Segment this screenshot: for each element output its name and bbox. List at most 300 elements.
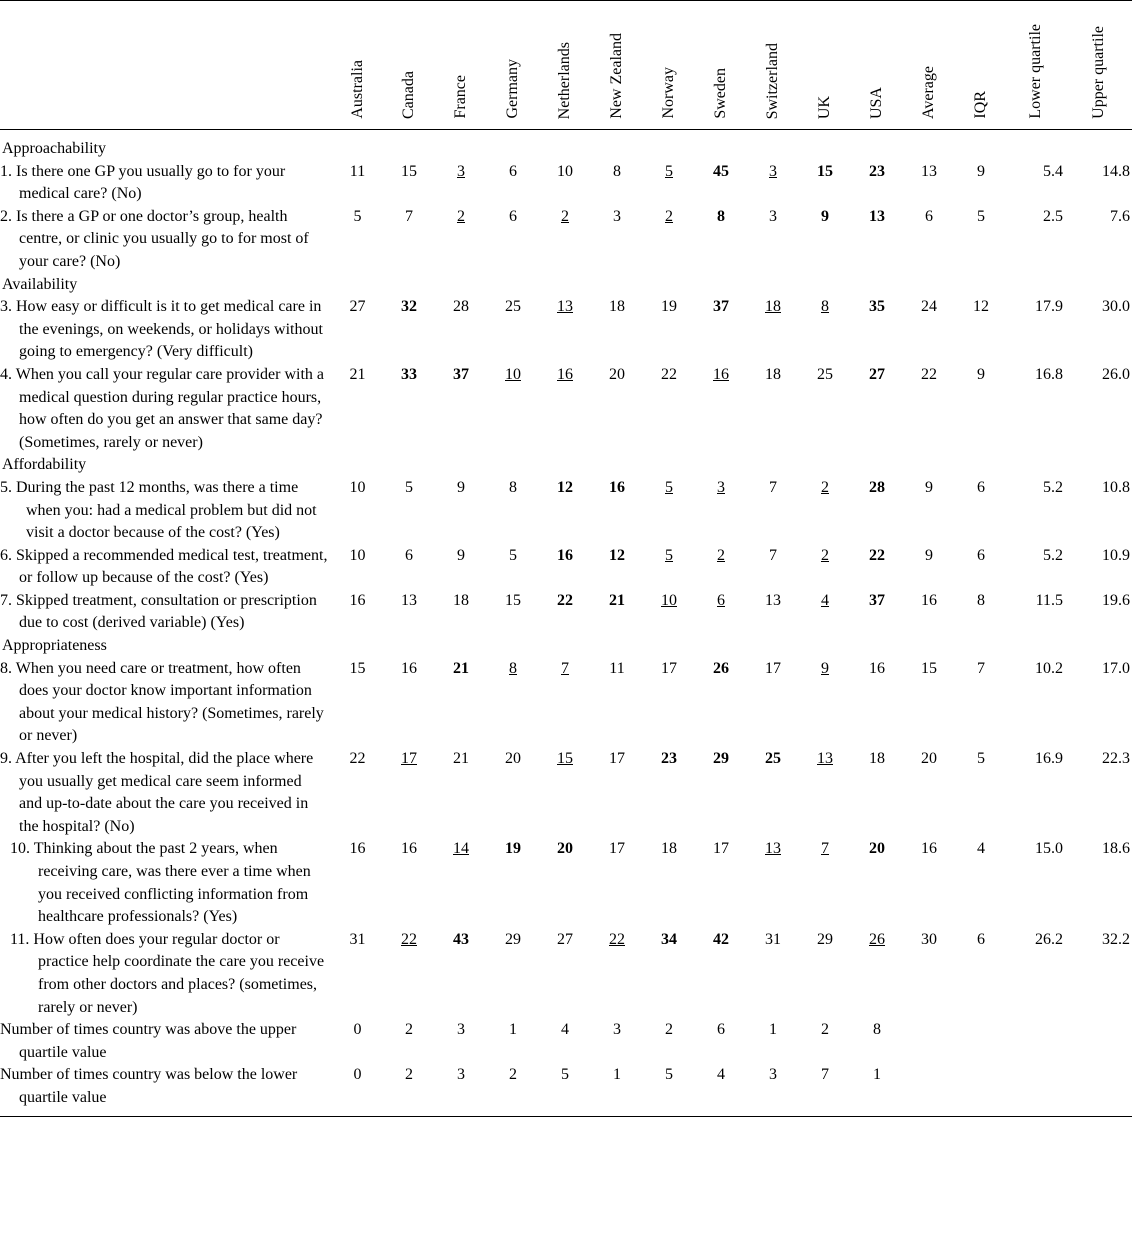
value-cell: [539, 206, 591, 274]
section-row: [0, 274, 1132, 297]
cell-value: 29: [817, 930, 833, 948]
value-cell: [591, 658, 643, 748]
cell-value: 22: [609, 930, 625, 948]
value-cell: [332, 477, 383, 545]
cell-value: 0: [353, 1021, 362, 1039]
value-cell: [695, 1064, 747, 1116]
cell-value: 18: [765, 365, 781, 383]
cell-value: 20: [609, 365, 625, 383]
value-cell: [799, 748, 851, 838]
section-label: Affordability: [2, 456, 87, 474]
cell-value: 35: [869, 298, 885, 316]
cell-value: 13: [921, 162, 937, 180]
value-cell: [435, 545, 487, 590]
cell-value: 16.8: [1035, 365, 1063, 383]
cell-value: 7: [405, 207, 413, 225]
value-cell: [903, 161, 955, 206]
column-header-label: Switzerland: [764, 42, 781, 119]
value-cell: [487, 590, 539, 635]
cell-value: 1: [769, 1021, 777, 1039]
column-header-label: Canada: [400, 71, 417, 119]
value-cell: [643, 1019, 695, 1064]
value-cell: [435, 748, 487, 838]
cell-value: 10.2: [1035, 659, 1063, 677]
table-row: [0, 838, 1132, 928]
value-cell: [747, 590, 799, 635]
cell-value: 31: [765, 930, 781, 948]
cell-value: 6: [509, 207, 517, 225]
value-cell: [332, 545, 383, 590]
cell-value: 4: [821, 591, 829, 609]
cell-value: 15: [401, 162, 417, 180]
cell-value: 6: [977, 478, 985, 496]
value-cell: [903, 658, 955, 748]
column-header-label: Average: [920, 66, 937, 119]
cell-value: 15: [557, 750, 573, 768]
value-cell: [903, 748, 955, 838]
cell-value: 15: [349, 659, 366, 677]
cell-value: 2: [821, 1021, 829, 1039]
column-header: [903, 1, 955, 130]
cell-value: 10: [349, 478, 366, 496]
row-label: 1. Is there one GP you usually go to for your medical care? (No): [0, 162, 286, 203]
section-row: [0, 130, 1132, 161]
value-cell: [487, 658, 539, 748]
cell-value: 8: [821, 298, 829, 316]
cell-value: 13: [401, 591, 417, 609]
cell-value: 4: [717, 1066, 725, 1084]
value-cell: [955, 364, 1007, 454]
value-cell: [903, 929, 955, 1019]
value-cell: [539, 1064, 591, 1116]
cell-value: 7.6: [1110, 207, 1130, 225]
value-cell: [643, 206, 695, 274]
cell-value: 14.8: [1102, 162, 1130, 180]
value-cell: [955, 1064, 1007, 1116]
value-cell: [1065, 590, 1132, 635]
value-cell: [851, 590, 903, 635]
value-cell: [332, 206, 383, 274]
cell-value: 18: [661, 840, 677, 858]
value-cell: [643, 477, 695, 545]
cell-value: 13: [765, 840, 781, 858]
value-cell: [799, 545, 851, 590]
cell-value: 17: [609, 840, 625, 858]
column-header-label: Sweden: [712, 68, 729, 119]
value-cell: [851, 206, 903, 274]
cell-value: 23: [661, 750, 677, 768]
value-cell: [851, 1064, 903, 1116]
value-cell: [1007, 748, 1065, 838]
value-cell: [747, 748, 799, 838]
value-cell: [435, 1019, 487, 1064]
value-cell: [539, 161, 591, 206]
value-cell: [591, 748, 643, 838]
value-cell: [591, 161, 643, 206]
cell-value: 10: [505, 365, 521, 383]
value-cell: [435, 590, 487, 635]
value-cell: [695, 545, 747, 590]
cell-value: 10: [557, 162, 573, 180]
row-label: 6. Skipped a recommended medical test, treatment, or follow up because of the cost? (Yes): [0, 546, 328, 587]
cell-value: 9: [925, 478, 933, 496]
value-cell: [487, 206, 539, 274]
cell-value: 16: [921, 591, 937, 609]
value-cell: [643, 364, 695, 454]
value-cell: [435, 477, 487, 545]
value-cell: [955, 748, 1007, 838]
table-row: [0, 477, 1132, 545]
value-cell: [643, 296, 695, 364]
value-cell: [332, 296, 383, 364]
cell-value: 7: [561, 659, 569, 677]
cell-value: 5: [977, 750, 985, 768]
value-cell: [747, 161, 799, 206]
cell-value: 26.0: [1102, 365, 1130, 383]
value-cell: [591, 1019, 643, 1064]
column-header: [332, 1, 383, 130]
row-label: 7. Skipped treatment, consultation or prescription due to cost (derived variable) (Yes): [0, 591, 317, 632]
cell-value: 8: [613, 162, 621, 180]
cell-value: 21: [349, 365, 366, 383]
value-cell: [1065, 206, 1132, 274]
value-cell: [643, 590, 695, 635]
value-cell: [1007, 929, 1065, 1019]
cell-value: 37: [453, 365, 469, 383]
cell-value: 6: [717, 1021, 725, 1039]
value-cell: [695, 477, 747, 545]
section-label: Approachability: [2, 140, 106, 157]
value-cell: [487, 364, 539, 454]
row-label: 4. When you call your regular care provider with a medical question during regular practice hours, how often do you get an answer that same day? (Sometimes, rarely or never): [0, 365, 325, 451]
cell-value: 17: [661, 659, 677, 677]
column-header: [487, 1, 539, 130]
cell-value: 8: [717, 207, 725, 225]
value-cell: [332, 1064, 383, 1116]
cell-value: 9: [821, 207, 829, 225]
cell-value: 18: [609, 298, 625, 316]
column-header: [435, 1, 487, 130]
cell-value: 11: [349, 162, 366, 180]
column-header-label: Germany: [504, 59, 521, 119]
cell-value: 43: [453, 930, 469, 948]
cell-value: 22: [869, 546, 885, 564]
value-cell: [332, 748, 383, 838]
cell-value: 12: [609, 546, 625, 564]
value-cell: [591, 590, 643, 635]
cell-value: 3: [717, 478, 725, 496]
cell-value: 11.5: [1035, 591, 1063, 609]
value-cell: [799, 838, 851, 928]
row-label: 8. When you need care or treatment, how often does your doctor know important information about your medical history? (Sometimes, rarely or never): [0, 659, 324, 745]
value-cell: [332, 929, 383, 1019]
row-label: 2. Is there a GP or one doctor’s group, health centre, or clinic you usually go to for most of your care? (No): [0, 207, 309, 270]
cell-value: 15.0: [1035, 840, 1063, 858]
value-cell: [799, 929, 851, 1019]
table-row: [0, 929, 1132, 1019]
cell-value: 16: [401, 840, 417, 858]
cell-value: 4: [561, 1021, 569, 1039]
value-cell: [695, 590, 747, 635]
cell-value: 5: [977, 207, 985, 225]
cell-value: 6: [509, 162, 517, 180]
cell-value: 17: [765, 659, 781, 677]
value-cell: [383, 161, 435, 206]
cell-value: 16: [609, 478, 625, 496]
cell-value: 19: [505, 840, 521, 858]
cell-value: 17: [401, 750, 417, 768]
cell-value: 2: [665, 1021, 673, 1039]
cell-value: 17.0: [1102, 659, 1130, 677]
cell-value: 16.9: [1035, 750, 1063, 768]
cell-value: 9: [457, 478, 465, 496]
cell-value: 2: [717, 546, 725, 564]
cell-value: 22: [661, 365, 677, 383]
value-cell: [955, 1019, 1007, 1064]
cell-value: 22.3: [1102, 750, 1130, 768]
row-label: Number of times country was below the lower quartile value: [0, 1066, 298, 1106]
cell-value: 7: [769, 478, 777, 496]
cell-value: 27: [869, 365, 885, 383]
cell-value: 8: [509, 659, 517, 677]
column-header: [799, 1, 851, 130]
section-label: Availability: [2, 275, 78, 293]
value-cell: [1065, 364, 1132, 454]
value-cell: [1007, 658, 1065, 748]
cell-value: 1: [509, 1021, 517, 1039]
value-cell: [799, 658, 851, 748]
cell-value: 2.5: [1043, 207, 1063, 225]
cell-value: 5: [353, 207, 362, 225]
cell-value: 29: [713, 750, 729, 768]
cell-value: 16: [349, 840, 366, 858]
value-cell: [435, 206, 487, 274]
value-cell: [383, 1064, 435, 1116]
value-cell: [747, 1019, 799, 1064]
value-cell: [851, 658, 903, 748]
cell-value: 34: [661, 930, 677, 948]
value-cell: [539, 658, 591, 748]
value-cell: [383, 206, 435, 274]
value-cell: [643, 929, 695, 1019]
cell-value: 28: [453, 298, 469, 316]
value-cell: [591, 477, 643, 545]
cell-value: 32: [401, 298, 417, 316]
cell-value: 26: [869, 930, 885, 948]
value-cell: [1007, 296, 1065, 364]
cell-value: 16: [401, 659, 417, 677]
value-cell: [1007, 364, 1065, 454]
cell-value: 13: [765, 591, 781, 609]
value-cell: [332, 658, 383, 748]
column-header: [643, 1, 695, 130]
cell-value: 13: [817, 750, 833, 768]
value-cell: [1007, 1019, 1065, 1064]
cell-value: 3: [457, 1021, 465, 1039]
value-cell: [851, 477, 903, 545]
cell-value: 2: [821, 478, 829, 496]
cell-value: 12: [557, 478, 573, 496]
value-cell: [747, 364, 799, 454]
value-cell: [747, 545, 799, 590]
cell-value: 2: [405, 1066, 413, 1084]
cell-value: 29: [505, 930, 521, 948]
cell-value: 3: [457, 162, 465, 180]
cell-value: 31: [349, 930, 366, 948]
column-header-label: USA: [868, 86, 885, 119]
value-cell: [903, 296, 955, 364]
column-header: [1065, 1, 1132, 130]
value-cell: [903, 838, 955, 928]
value-cell: [955, 477, 1007, 545]
value-cell: [1007, 206, 1065, 274]
value-cell: [799, 161, 851, 206]
cell-value: 9: [977, 365, 985, 383]
cell-value: 0: [353, 1066, 362, 1084]
cell-value: 25: [505, 298, 521, 316]
cell-value: 32.2: [1102, 930, 1130, 948]
cell-value: 5: [561, 1066, 569, 1084]
value-cell: [695, 206, 747, 274]
cell-value: 37: [869, 591, 885, 609]
value-cell: [799, 206, 851, 274]
column-header-label: Netherlands: [556, 41, 573, 119]
value-cell: [435, 1064, 487, 1116]
column-header-label: Norway: [660, 67, 677, 119]
value-cell: [487, 161, 539, 206]
cell-value: 2: [405, 1021, 413, 1039]
cell-value: 18.6: [1102, 840, 1130, 858]
cell-value: 5.4: [1043, 162, 1063, 180]
value-cell: [747, 206, 799, 274]
cell-value: 22: [401, 930, 417, 948]
cell-value: 20: [505, 750, 521, 768]
cell-value: 2: [457, 207, 465, 225]
value-cell: [695, 296, 747, 364]
value-cell: [332, 838, 383, 928]
value-cell: [903, 1019, 955, 1064]
row-label: 5. During the past 12 months, was there a time when you: had a medical problem but did not visit a doctor because of the cost? (Yes): [0, 478, 317, 542]
cell-value: 22: [921, 365, 937, 383]
cell-value: 18: [765, 298, 781, 316]
cell-value: 33: [401, 365, 417, 383]
value-cell: [643, 658, 695, 748]
value-cell: [1007, 590, 1065, 635]
value-cell: [851, 748, 903, 838]
cell-value: 2: [665, 207, 673, 225]
value-cell: [747, 477, 799, 545]
cell-value: 30.0: [1102, 298, 1130, 316]
cell-value: 5: [665, 546, 673, 564]
value-cell: [487, 545, 539, 590]
value-cell: [591, 364, 643, 454]
value-cell: [435, 364, 487, 454]
value-cell: [1065, 838, 1132, 928]
cell-value: 17: [713, 840, 729, 858]
value-cell: [383, 748, 435, 838]
column-header-label: UK: [816, 95, 833, 119]
cell-value: 10: [661, 591, 677, 609]
value-cell: [747, 658, 799, 748]
cell-value: 9: [457, 546, 465, 564]
value-cell: [955, 590, 1007, 635]
value-cell: [851, 161, 903, 206]
column-header: [539, 1, 591, 130]
cell-value: 5: [665, 1066, 673, 1084]
value-cell: [695, 838, 747, 928]
value-cell: [383, 545, 435, 590]
table-row: [0, 206, 1132, 274]
value-cell: [383, 364, 435, 454]
section-row: [0, 454, 1132, 477]
cell-value: 15: [921, 659, 937, 677]
value-cell: [851, 545, 903, 590]
cell-value: 24: [921, 298, 937, 316]
cell-value: 17: [609, 750, 625, 768]
value-cell: [383, 296, 435, 364]
cell-value: 15: [505, 591, 521, 609]
value-cell: [487, 748, 539, 838]
cell-value: 10: [349, 546, 366, 564]
value-cell: [487, 1019, 539, 1064]
value-cell: [487, 1064, 539, 1116]
value-cell: [1065, 296, 1132, 364]
value-cell: [435, 658, 487, 748]
cell-value: 28: [869, 478, 885, 496]
section-label: Appropriateness: [2, 637, 107, 655]
value-cell: [695, 658, 747, 748]
value-cell: [435, 929, 487, 1019]
column-header: [695, 1, 747, 130]
table-row: [0, 161, 1132, 206]
cell-value: 6: [977, 930, 985, 948]
value-cell: [539, 477, 591, 545]
value-cell: [539, 929, 591, 1019]
cell-value: 14: [453, 840, 469, 858]
cell-value: 26.2: [1035, 930, 1063, 948]
value-cell: [747, 838, 799, 928]
table-row: [0, 1064, 1132, 1116]
value-cell: [955, 929, 1007, 1019]
value-cell: [799, 1064, 851, 1116]
value-cell: [955, 545, 1007, 590]
table-row: [0, 590, 1132, 635]
cell-value: 19.6: [1102, 591, 1130, 609]
value-cell: [799, 590, 851, 635]
cell-value: 37: [713, 298, 729, 316]
cell-value: 18: [869, 750, 885, 768]
value-cell: [799, 364, 851, 454]
header-row: [0, 1, 1132, 130]
cell-value: 11: [609, 659, 625, 677]
value-cell: [591, 1064, 643, 1116]
table-row: [0, 658, 1132, 748]
value-cell: [487, 296, 539, 364]
cell-value: 18: [453, 591, 469, 609]
row-label: 11. How often does your regular doctor or practice help coordinate the care you receive from other doctors and places? (sometimes, rarely or never): [10, 930, 325, 1016]
cell-value: 9: [977, 162, 985, 180]
value-cell: [1007, 161, 1065, 206]
value-cell: [695, 161, 747, 206]
value-cell: [903, 1064, 955, 1116]
value-cell: [539, 748, 591, 838]
cell-value: 20: [557, 840, 573, 858]
cell-value: 27: [557, 930, 573, 948]
cell-value: 16: [557, 365, 573, 383]
cell-value: 21: [453, 750, 469, 768]
table-row: [0, 748, 1132, 838]
cell-value: 5.2: [1043, 546, 1063, 564]
